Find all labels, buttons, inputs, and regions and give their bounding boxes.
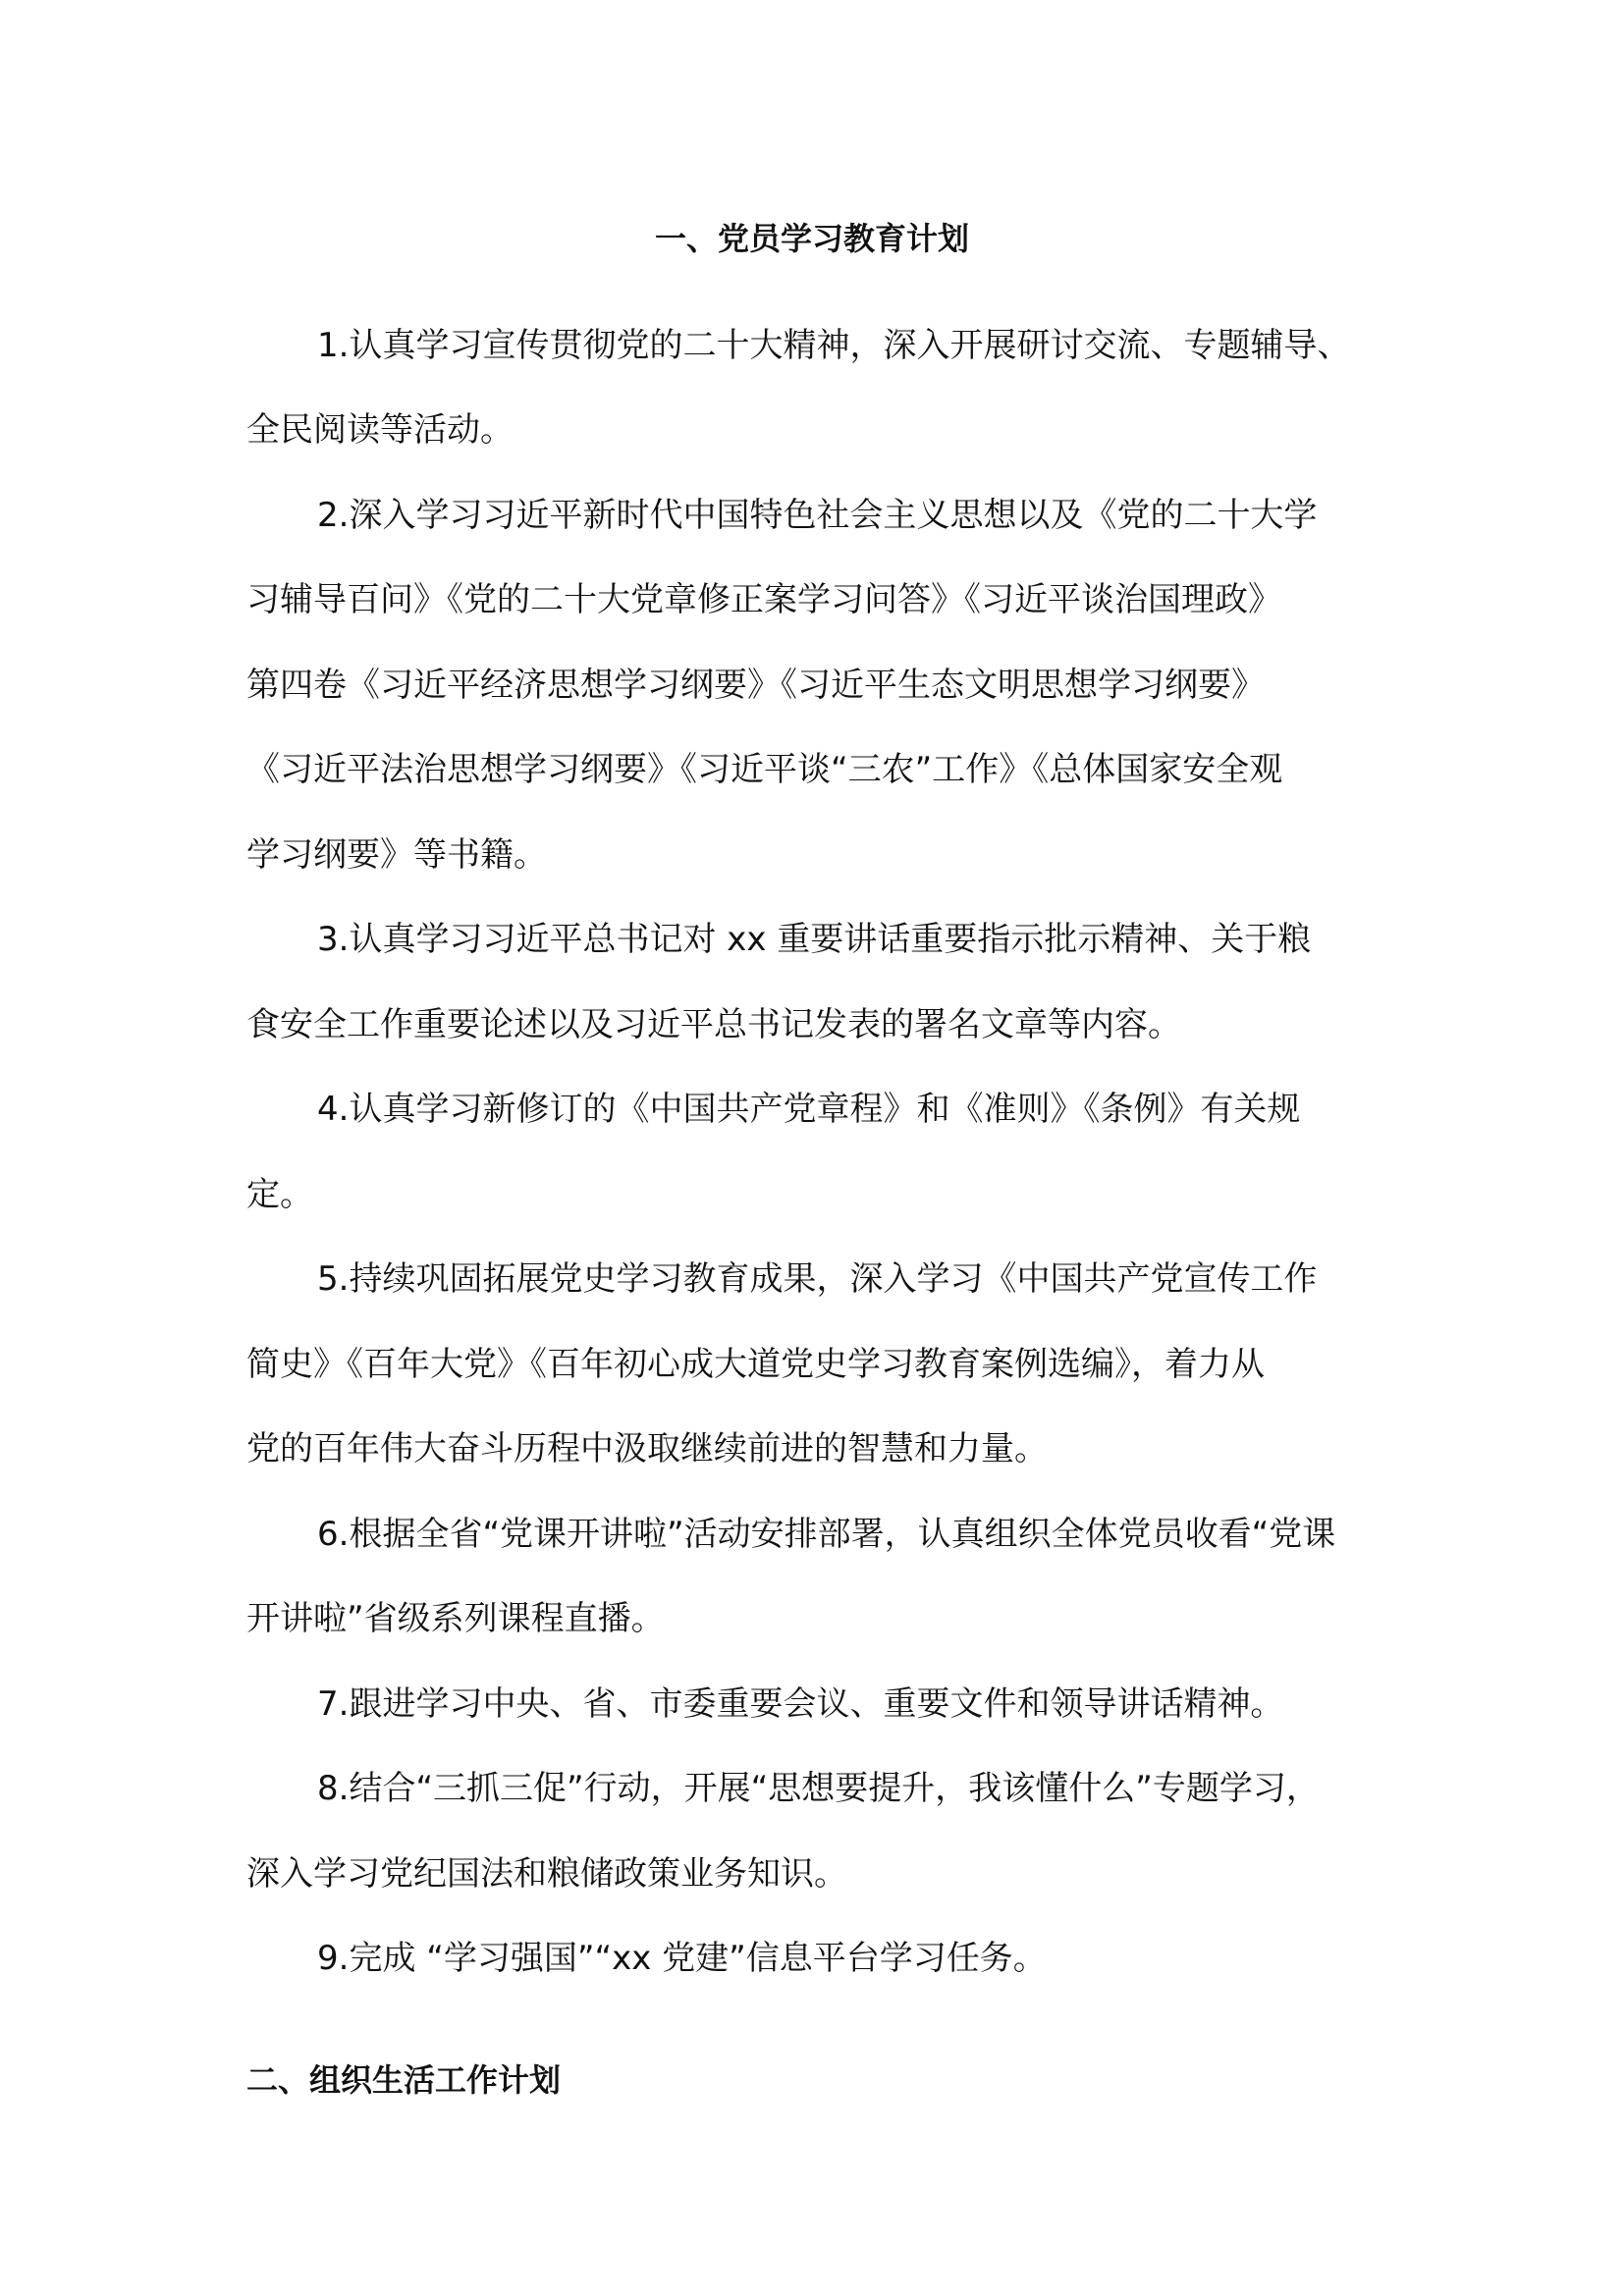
item-5-line-2: 简史》《百年大党》《百年初心成大道党史学习教育案例选编》，着力从 bbox=[246, 1345, 1265, 1384]
item-2-line-3: 第四卷《习近平经济思想学习纲要》《习近平生态文明思想学习纲要》 bbox=[246, 666, 1265, 705]
item-2-line-5: 学习纲要》等书籍。 bbox=[246, 835, 547, 875]
item-6-line-1: 6.根据全省“党课开讲啦”活动安排部署，认真组织全体党员收看“党课 bbox=[317, 1515, 1336, 1554]
item-2-line-2: 习辅导百问》《党的二十大党章修正案学习问答》《习近平谈治国理政》 bbox=[246, 580, 1281, 619]
section-title-study-plan: 一、党员学习教育计划 bbox=[654, 220, 969, 257]
item-1-line-1: 1.认真学习宣传贯彻党的二十大精神，深入开展研讨交流、专题辅导、 bbox=[317, 326, 1351, 365]
section-title-org-life-plan: 二、组织生活工作计划 bbox=[246, 2061, 562, 2099]
item-2-line-4: 《习近平法治思想学习纲要》《习近平谈“三农”工作》《总体国家安全观 bbox=[246, 750, 1283, 789]
item-7-line-1: 7.跟进学习中央、省、市委重要会议、重要文件和领导讲话精神。 bbox=[317, 1684, 1284, 1724]
item-5-line-3: 党的百年伟大奋斗历程中汲取继续前进的智慧和力量。 bbox=[246, 1429, 1048, 1468]
item-1-line-2: 全民阅读等活动。 bbox=[246, 410, 514, 450]
item-6-line-2: 开讲啦”省级系列课程直播。 bbox=[246, 1599, 665, 1638]
item-4-line-2: 定。 bbox=[246, 1175, 313, 1214]
item-3-line-1: 3.认真学习习近平总书记对 xx 重要讲话重要指示批示精神、关于粮 bbox=[317, 920, 1312, 959]
item-3-line-2: 食安全工作重要论述以及习近平总书记发表的署名文章等内容。 bbox=[246, 1005, 1181, 1044]
item-2-line-1: 2.深入学习习近平新时代中国特色社会主义思想以及《党的二十大学 bbox=[317, 496, 1318, 535]
item-8-line-2: 深入学习党纪国法和粮储政策业务知识。 bbox=[246, 1854, 847, 1894]
item-8-line-1: 8.结合“三抓三促”行动，开展“思想要提升，我该懂什么”专题学习， bbox=[317, 1769, 1320, 1808]
item-5-line-1: 5.持续巩固拓展党史学习教育成果，深入学习《中国共产党宣传工作 bbox=[317, 1259, 1318, 1299]
item-9-line-1: 9.完成 “学习强国”“xx 党建”信息平台学习任务。 bbox=[317, 1939, 1047, 1978]
item-4-line-1: 4.认真学习新修订的《中国共产党章程》和《准则》《条例》有关规 bbox=[317, 1090, 1301, 1129]
